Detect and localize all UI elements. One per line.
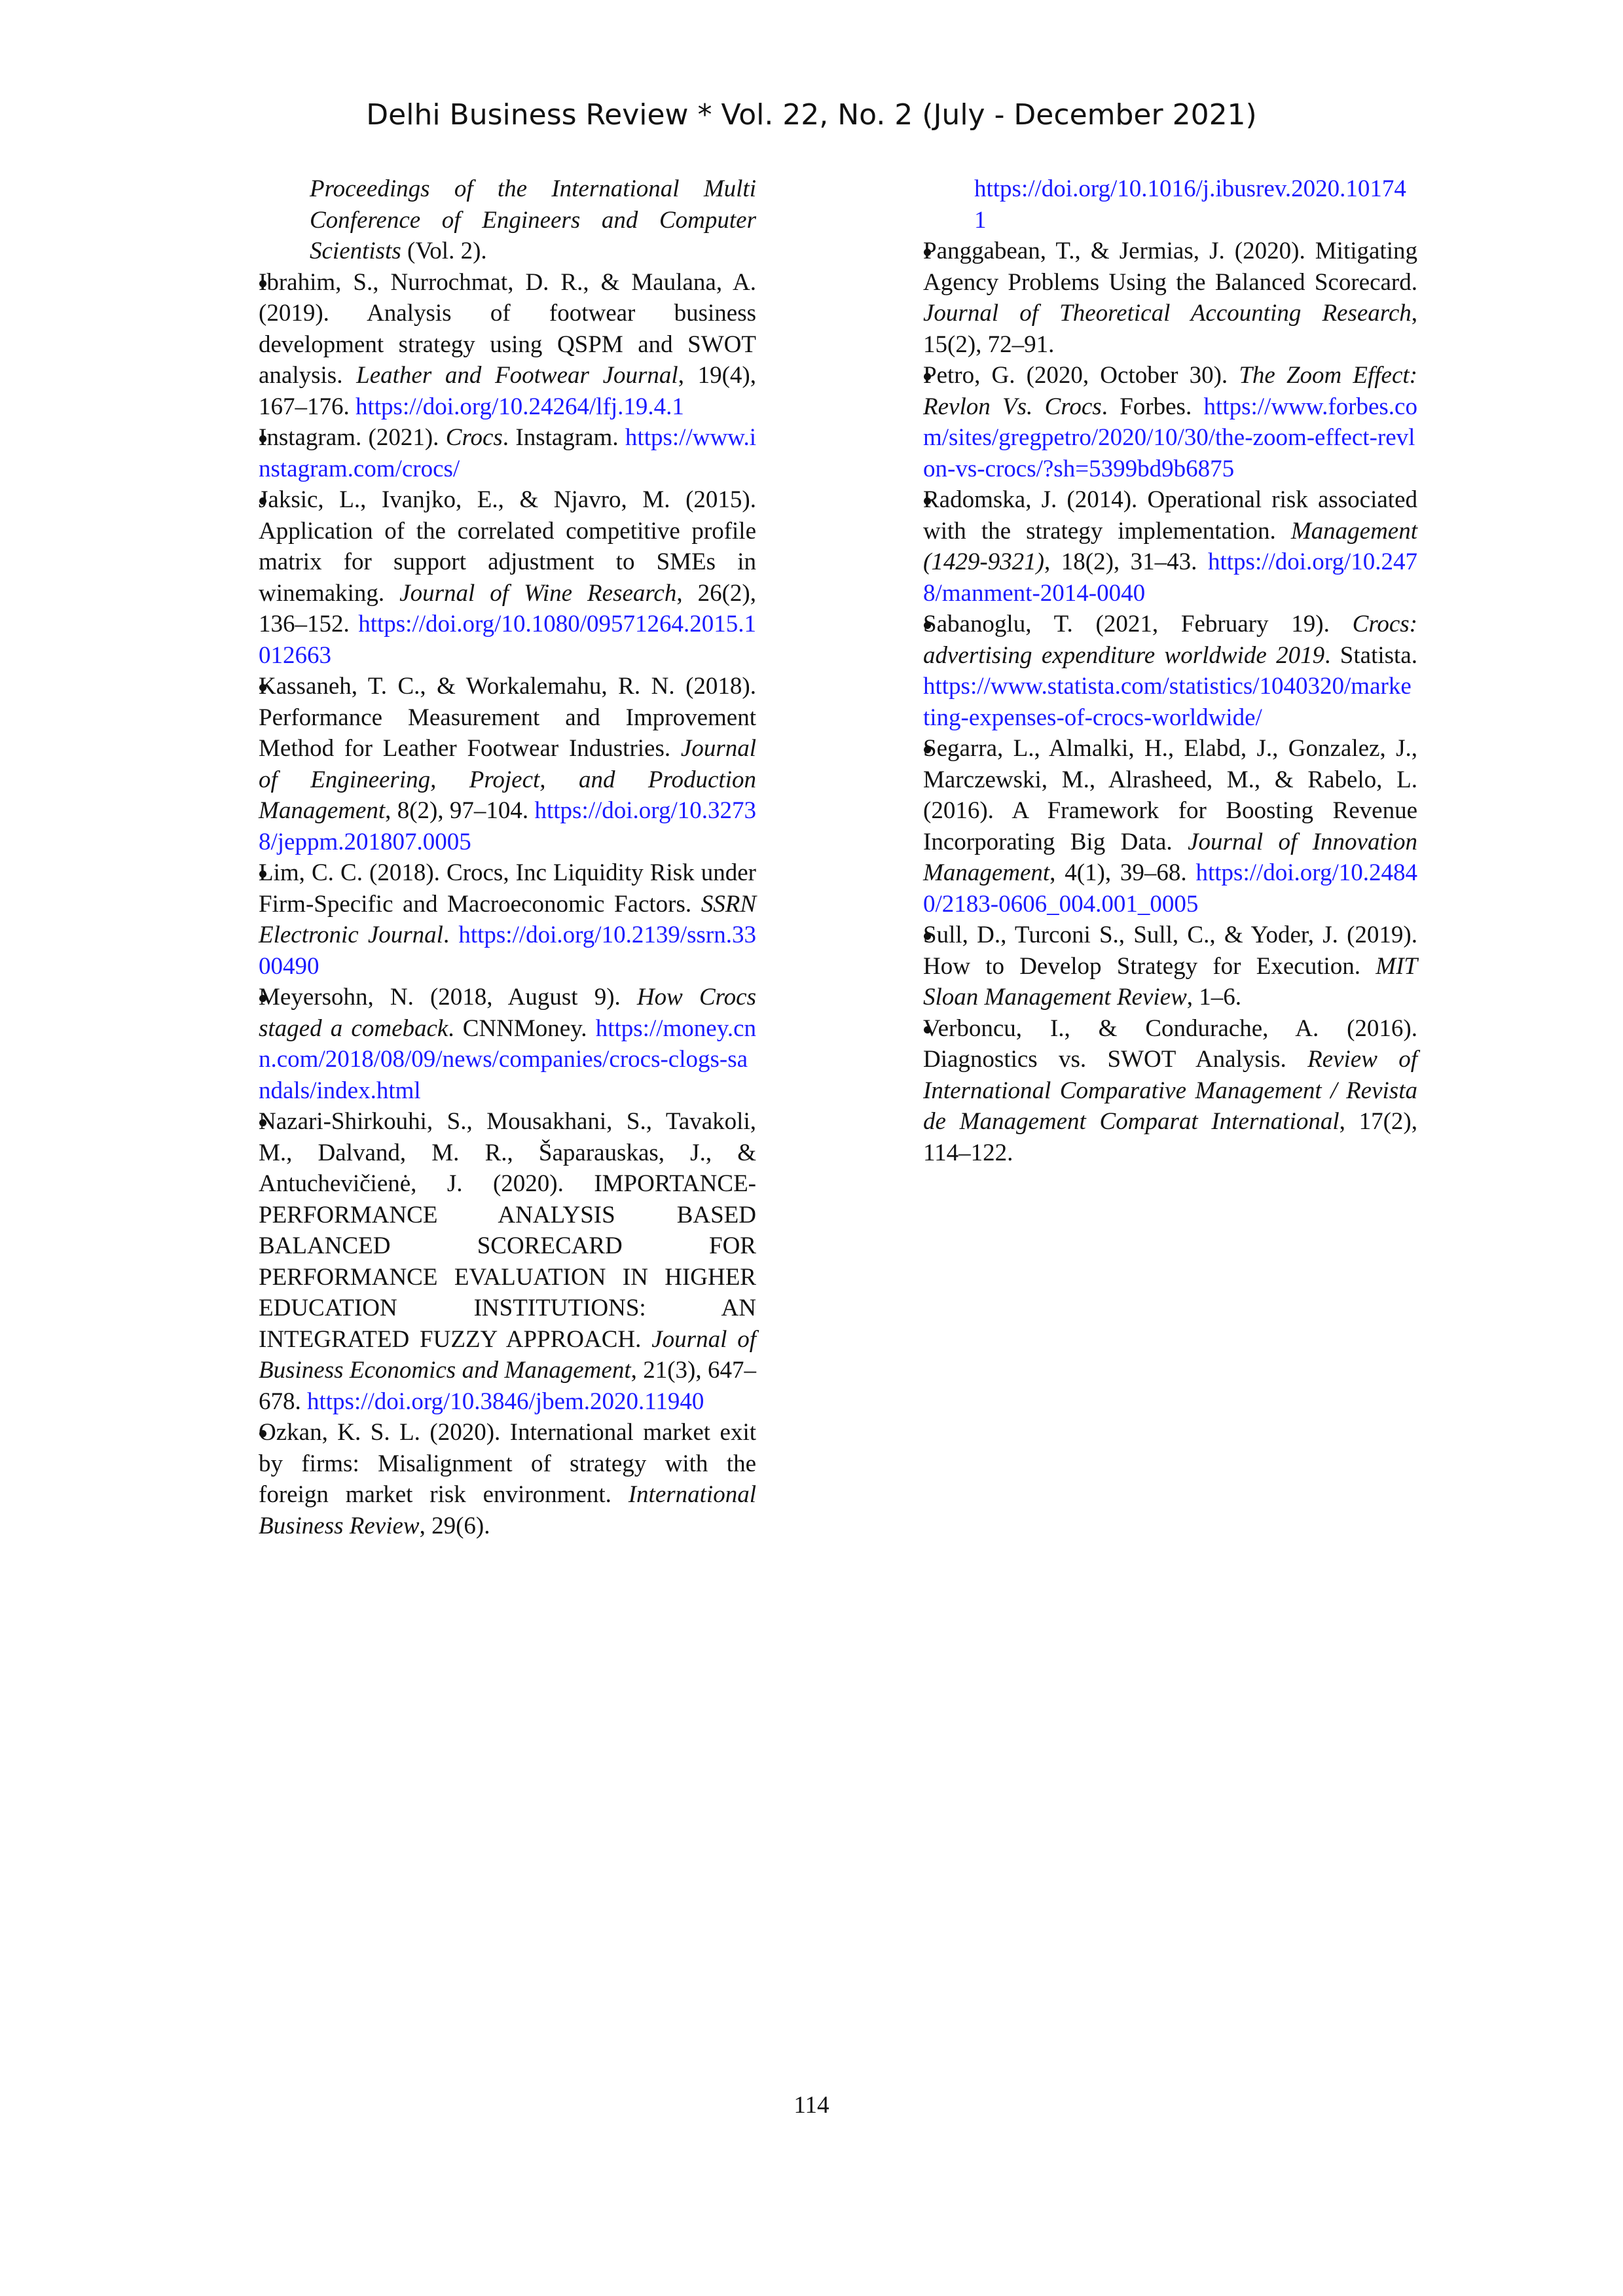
running-header: Delhi Business Review * Vol. 22, No. 2 (July - December 2021) (366, 98, 1257, 132)
reference-details: , 29(6). (419, 1512, 490, 1539)
reference-source-title: SSRN Electronic Journal (259, 890, 756, 948)
reference-text: Nazari-Shirkouhi, S., Mousakhani, S., Tavakoli, M., Dalvand, M. R., Šaparauskas, J., & Antuchevičienė, J. (2020). IMPORTANCE-PERFORMANCE ANALYSIS BASED BALANCED SCORECARD FOR PERFORMANCE EVALUATION IN HIGHER EDUCATION INSTITUTIONS: AN INTEGRATED FUZZY APPROACH. (259, 1108, 756, 1353)
reference-details: , 4(1), 39–68. (1049, 859, 1187, 886)
references-left-column (259, 173, 756, 1541)
reference-source-title: Proceedings of the International Multi Conference of Engineers and Computer Scientists (310, 175, 756, 264)
reference-text: Jaksic, L., Ivanjko, E., & Njavro, M. (2015). Application of the correlated competitive profile matrix for support adjustment to SMEs in winemaking. (259, 486, 756, 607)
reference-details: . CNNMoney. (448, 1014, 587, 1042)
references-right-column (923, 173, 1417, 1168)
reference-text: Radomska, J. (2014). Operational risk associated with the strategy implementation. (923, 486, 1417, 545)
reference-entry (259, 173, 756, 267)
reference-source-title: Management (1429-9321) (923, 517, 1417, 575)
reference-details: . Forbes. (1101, 393, 1192, 420)
reference-link[interactable]: https://www.instagram.com/crocs/ (259, 424, 757, 482)
reference-entry (259, 1417, 756, 1541)
reference-entry (259, 982, 756, 1106)
reference-link[interactable]: https://doi.org/10.24264/lfj.19.4.1 (356, 393, 684, 420)
reference-link[interactable]: https://money.cnn.com/2018/08/09/news/companies/crocs-clogs-sandals/index.html (259, 1014, 756, 1104)
reference-link[interactable]: https://doi.org/10.24840/2183-0606_004.001_0005 (923, 859, 1417, 918)
reference-text: Segarra, L., Almalki, H., Elabd, J., Gonzalez, J., Marczewski, M., Alrasheed, M., & Rabelo, L. (2016). A Framework for Boosting Revenue Incorporating Big Data. (923, 735, 1417, 855)
reference-details: . Statista. (1324, 641, 1417, 669)
reference-details: (Vol. 2). (401, 238, 487, 264)
reference-link[interactable]: https://www.forbes.com/sites/gregpetro/2020/10/30/the-zoom-effect-revlon-vs-crocs/?sh=5399bd9b6875 (923, 393, 1417, 482)
reference-text: Ibrahim, S., Nurrochmat, D. R., & Maulana, A. (2019). Analysis of footwear business development strategy using QSPM and SWOT analysis. (259, 268, 756, 389)
reference-entry (259, 484, 756, 671)
reference-source-title: Review of International Comparative Management / Revista de Management Comparat International (923, 1046, 1418, 1135)
reference-source-title: International Business Review (259, 1481, 756, 1539)
reference-entry (923, 484, 1417, 609)
reference-details: , 15(2), 72–91. (923, 300, 1417, 358)
reference-source-title: Leather and Footwear Journal (356, 362, 678, 389)
reference-text: Panggabean, T., & Jermias, J. (2020). Mitigating Agency Problems Using the Balanced Scorecard. (923, 238, 1417, 296)
reference-entry (923, 236, 1417, 360)
reference-entry (259, 422, 756, 484)
reference-link[interactable]: https://doi.org/10.1016/j.ibusrev.2020.101741 (974, 175, 1406, 234)
reference-details: . Instagram. (502, 424, 619, 451)
reference-text: Verboncu, I., & Condurache, A. (2016). Diagnostics vs. SWOT Analysis. (923, 1014, 1417, 1073)
reference-text: Lim, C. C. (2018). Crocs, Inc Liquidity Risk under Firm-Specific and Macroeconomic Factors. (259, 859, 756, 918)
reference-entry (923, 1013, 1417, 1169)
reference-source-title: Journal of Business Economics and Management (259, 1325, 756, 1384)
reference-details: , 26(2), 136–152. (259, 579, 757, 637)
reference-entry (259, 671, 756, 857)
reference-link[interactable]: https://doi.org/10.2139/ssrn.3300490 (259, 922, 756, 980)
reference-source-title: MIT Sloan Management Review (923, 952, 1417, 1011)
reference-source-title: Journal of Wine Research (399, 579, 677, 607)
reference-link[interactable]: https://doi.org/10.32738/jeppm.201807.0005 (259, 797, 756, 855)
reference-details: , 1–6. (1186, 984, 1242, 1011)
reference-source-title: Journal of Engineering, Project, and Production Management (259, 735, 756, 824)
reference-entry (923, 360, 1417, 484)
reference-link[interactable]: https://doi.org/10.1080/09571264.2015.1012663 (259, 611, 756, 669)
reference-text: Petro, G. (2020, October 30). (923, 362, 1239, 389)
reference-link[interactable]: https://doi.org/10.2478/manment-2014-0040 (923, 548, 1417, 607)
reference-entry (923, 733, 1417, 920)
reference-source-title: Journal of Innovation Management (923, 828, 1418, 886)
reference-source-title: How Crocs staged a comeback (259, 984, 756, 1042)
reference-text: Sabanoglu, T. (2021, February 19). (923, 611, 1353, 637)
reference-text: Sull, D., Turconi S., Sull, C., & Yoder, J. (2019). How to Develop Strategy for Execution. (923, 922, 1417, 980)
reference-link[interactable]: https://doi.org/10.3846/jbem.2020.11940 (307, 1388, 704, 1415)
reference-source-title: Journal of Theoretical Accounting Research (923, 300, 1412, 327)
reference-entry (259, 1106, 756, 1417)
reference-text: Kassaneh, T. C., & Workalemahu, R. N. (2018). Performance Measurement and Improvement Method for Leather Footwear Industries. (259, 673, 756, 762)
reference-details: , 18(2), 31–43. (1044, 548, 1197, 575)
reference-text: Instagram. (2021). (259, 424, 446, 451)
page-number: 114 (793, 2092, 830, 2119)
reference-source-title: Crocs: advertising expenditure worldwide 2019 (923, 611, 1417, 669)
reference-link[interactable]: https://www.statista.com/statistics/1040320/marketing-expenses-of-crocs-worldwide/ (923, 673, 1412, 731)
reference-details: . (443, 922, 450, 948)
reference-details: , 8(2), 97–104. (385, 797, 529, 824)
reference-details: , 17(2), 114–122. (923, 1108, 1417, 1166)
reference-source-title: Crocs (445, 424, 503, 451)
reference-details: , 21(3), 647–678. (259, 1357, 756, 1415)
reference-entry (259, 267, 756, 423)
reference-text: Meyersohn, N. (2018, August 9). (259, 984, 637, 1011)
reference-entry (259, 857, 756, 982)
reference-entry (923, 609, 1417, 733)
reference-details: , 19(4), 167–176. (259, 362, 756, 420)
reference-entry (923, 920, 1417, 1013)
reference-text: Ozkan, K. S. L. (2020). International market exit by firms: Misalignment of strategy with the foreign market risk environment. (259, 1419, 756, 1508)
reference-entry (923, 173, 1417, 236)
reference-source-title: The Zoom Effect: Revlon Vs. Crocs (923, 362, 1417, 420)
